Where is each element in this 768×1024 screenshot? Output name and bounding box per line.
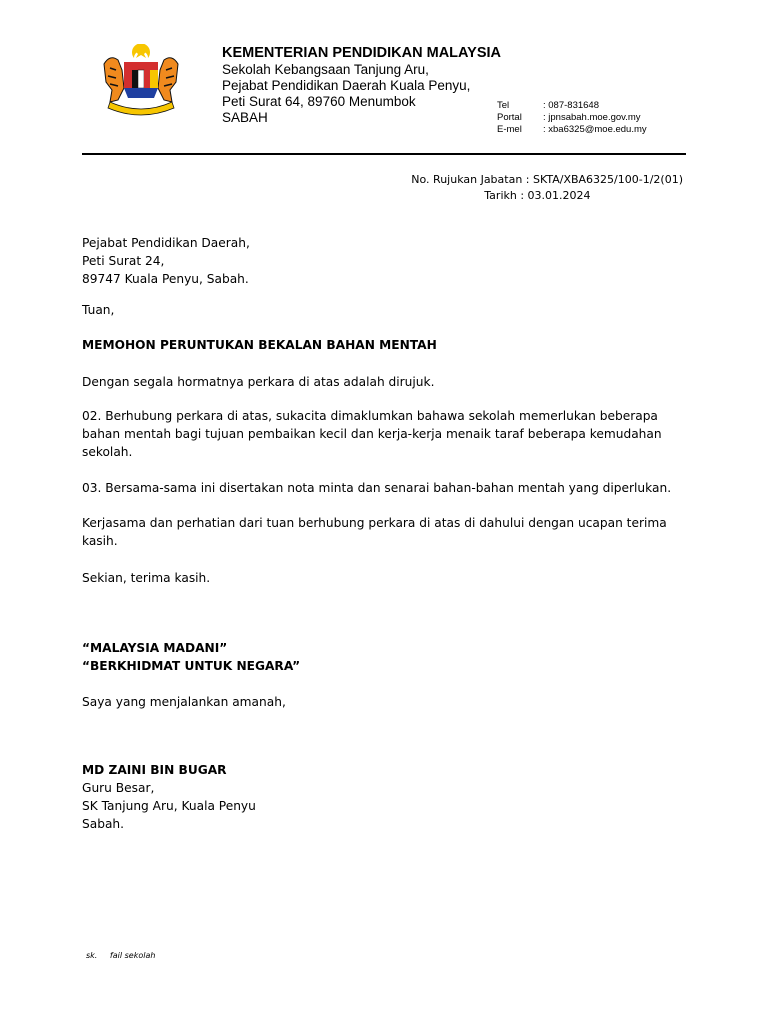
paragraph-2: 02. Berhubung perkara di atas, sukacita dimaklumkan bahawa sekolah memerlukan beberapa bahan mentah bagi tujuan pembaikan kecil dan kerja-kerja menaik taraf beberapa kemudahan sekolah. [82, 409, 662, 459]
contact-label: Portal [497, 112, 522, 123]
ministry-name: KEMENTERIAN PENDIDIKAN MALAYSIA [222, 45, 502, 61]
letterhead [222, 44, 501, 126]
recipient-line: 89747 Kuala Penyu, Sabah. [82, 272, 249, 286]
star-crescent-icon [132, 44, 150, 58]
contact-row [497, 124, 647, 136]
contact-value: : jpnsabah.moe.gov.my [543, 112, 641, 123]
state-name: SABAH [222, 110, 268, 125]
recipient-line: Peti Surat 24, [82, 254, 165, 268]
reference-number: No. Rujukan Jabatan : SKTA/XBA6325/100-1/2(01) [411, 173, 683, 186]
signatory-title: Guru Besar, [82, 781, 155, 795]
paragraph-3: 03. Bersama-sama ini disertakan nota minta dan senarai bahan-bahan mentah yang diperlukan. [82, 481, 672, 495]
contact-block [497, 100, 647, 136]
copy-note [86, 951, 165, 960]
signatory-school: SK Tanjung Aru, Kuala Penyu [82, 799, 256, 813]
contact-value: : xba6325@moe.edu.my [543, 124, 647, 135]
left-tiger-icon [104, 58, 124, 102]
signature-block [82, 761, 686, 833]
motto-line: “MALAYSIA MADANI” [82, 641, 228, 655]
motto-block [82, 639, 686, 675]
contact-label: Tel [497, 100, 510, 111]
paragraph-1: Dengan segala hormatnya perkara di atas adalah dirujuk. [82, 375, 435, 389]
contact-row [497, 112, 647, 124]
closing: Saya yang menjalankan amanah, [82, 695, 286, 709]
paragraph-4: Kerjasama dan perhatian dari tuan berhubung perkara di atas di dahului dengan ucapan terima kasih. [82, 516, 667, 548]
shield-icon [124, 62, 158, 98]
copy-note-prefix: sk. [86, 951, 98, 960]
coat-of-arms-icon [100, 44, 182, 118]
motto-scroll-icon [108, 102, 174, 115]
copy-note-text: fail sekolah [109, 951, 156, 960]
school-name: Sekolah Kebangsaan Tanjung Aru, [222, 62, 429, 77]
signatory-state: Sabah. [82, 817, 125, 831]
recipient-address [82, 234, 686, 288]
letter-date: Tarikh : 03.01.2024 [484, 189, 591, 202]
postal-address: Peti Surat 64, 89760 Menumbok [222, 94, 416, 109]
contact-row [497, 100, 647, 112]
contact-value: : 087-831648 [543, 100, 599, 111]
paragraph-5: Sekian, terima kasih. [82, 571, 211, 585]
contact-label: E-mel [497, 124, 522, 135]
motto-line: “BERKHIDMAT UNTUK NEGARA” [82, 659, 301, 673]
header-divider [82, 153, 686, 155]
salutation: Tuan, [82, 303, 115, 317]
recipient-line: Pejabat Pendidikan Daerah, [82, 236, 250, 250]
right-tiger-icon [158, 58, 178, 102]
district-office: Pejabat Pendidikan Daerah Kuala Penyu, [222, 78, 471, 93]
signatory-name: MD ZAINI BIN BUGAR [82, 763, 227, 777]
reference-block [411, 172, 683, 204]
subject-heading: MEMOHON PERUNTUKAN BEKALAN BAHAN MENTAH [82, 338, 437, 352]
